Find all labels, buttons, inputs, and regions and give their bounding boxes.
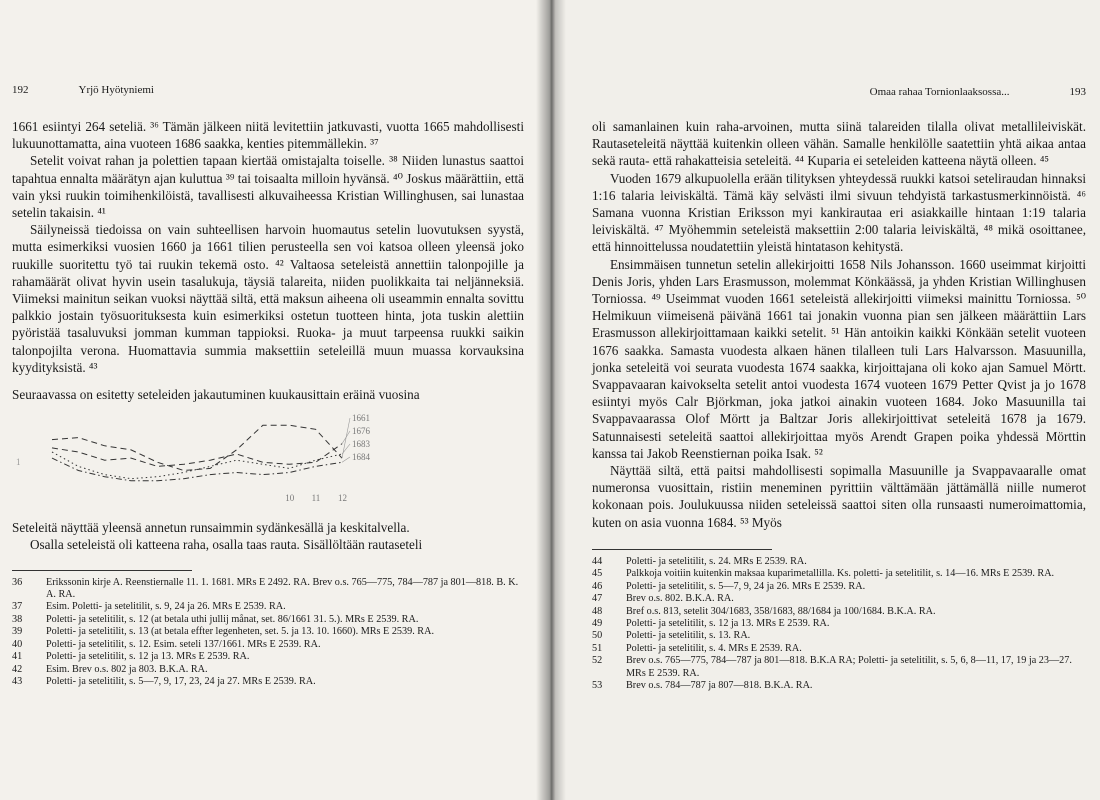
footnote (12, 577, 524, 602)
paragraph: Näyttää siltä, että paitsi mahdollisesti sopimalla Masuunille ja Svappavaaralle omat numeronsa vuosittain, ristiin meneminen pyrittiin välttämään jättämällä niille numerot kokonaan pois. Joulukuussa niiden seteleissä saattoi siten olla runsaasti numeroimattomia, kuten on asia vuonna 1684. ⁵³ Myös (592, 463, 1086, 530)
paragraph: Vuoden 1679 alkupuolella erään tilityksen yhteydessä ruukki katsoi seteliraudan hinnaksi 1:16 talaria leiviskältä. Tämä käy selvästi ilmi sivuun tehdyistä tarkastusmerkinnöistä. ⁴⁶ Samana vuonna Kristian Eriksson myi kankirautaa eri asiakkaille hintaan 1:19 talaria leiviskältä. ⁴⁷ Myöhemmin seteleistä maksettiin 2:00 talaria leiviskältä, ⁴⁸ mikä osoittanee, että hinnoittelussa noudatettiin yleistä hintatason kehitystä. (592, 170, 1086, 255)
series-line-1676 (52, 444, 342, 467)
legend-label: 1676 (352, 426, 370, 437)
left-running-head (12, 84, 524, 96)
footnote-number: 37 (12, 601, 23, 613)
footnote (592, 568, 1086, 580)
right-footnotes (592, 556, 1086, 692)
footnote (12, 614, 524, 626)
footnote (592, 606, 1086, 618)
footnote-number: 50 (592, 630, 603, 642)
footnote-text: Poletti- ja setelitilit, s. 13. RA. (626, 630, 751, 642)
footnote-text: Poletti- ja setelitilit, s. 24. MRs E 2539. RA. (626, 555, 807, 567)
footnote-number: 39 (12, 626, 23, 638)
footnote (592, 630, 1086, 642)
paragraph: 1661 esiintyi 264 seteliä. ³⁶ Tämän jälkeen niitä levitettiin jatkuvasti, vuotta 1665 mahdollisesti lukuunottamatta, aina vuoteen 1686 saakka, kenties pitemmällekin. ³⁷ (12, 119, 524, 152)
paragraph: Säilyneissä tiedoissa on vain suhteellisen harvoin huomautus setelin luovutuksen syystä, mutta esimerkiksi vuosien 1660 ja 1661 tilien perusteella sen voi katsoa olleen yleensä joko ruukille suoritettu työ tai ruukin tekemä osto. ⁴² Valtaosa seteleistä annettiin talonpojille ja rahamäärät olivat hyvin usein tasalukuja, täysiä talareita, niiden puolikkaita tai neljänneksiä. Viimeksi mainitun seikan vuoksi näyttää siltä, että maksun aiheena oli useammin ennalta sovittu palkkio jostain työsuorituksesta kuin esimerkiksi ostetun tuotteen hinta, jota tuskin alettiin pyöristää tasaluvuksi jomman kumman tappioksi. Ruoka- ja muut tarpeensa ruukki saikin talonpojilta verona. Huomattavia summia maksettiin seteleillä muun muassa korvauksina kyydityksistä. ⁴³ (12, 222, 524, 375)
paragraph: Ensimmäisen tunnetun setelin allekirjoitti 1658 Nils Johansson. 1660 useimmat kirjoitti Denis Joris, yhden Lars Erasmusson, molemmat Könkäässä, ja yhden Kristian Willinghusen Torniossa. ⁴⁹ Useimmat vuoden 1661 seteleistä allekirjoitti viimeksi mainittu Torniossa. ⁵⁰ Helmikuun viimeisenä päivänä 1661 tai jonakin vuonna pian sen jälkeen määrättiin Lars Erasmusson allekirjoittamaan kaikki setelit. ⁵¹ Hän antoikin kaikki Könkään setelit vuoteen 1676 saakka. Samasta vuodesta alkaen hänen tilalleen tuli Lars Halvarsson. Masuunilla, jonka seteleitä voi seurata vuodesta 1674 saakka, kirjoittajana oli koko ajan Samuel Mörtt. Svappavaaran kaivokselta setelit antoi vuodesta 1674 vuoteen 1679 Petter Qvist ja jo 1678 esiintyi myös Calr Björkman, joka jatkoi ainakin vuoteen 1684. Joko Masuunilla tai Svappavaarassa Olof Mörtt ja Baltzar Joris allekirjoittivat seteleitä 1678 ja 1679. Satunnaisesti seteleitä saattoi allekirjoittaa myös Arendt Grapen poika yhdessä Mörttin kanssa tai Jakob Reenstiernan poika Isak. ⁵² (592, 256, 1086, 461)
footnote-number: 51 (592, 642, 603, 654)
footnote-text: Erikssonin kirje A. Reenstiernalle 11. 1. 1681. MRs E 2492. RA. Brev o.s. 765—775, 784—787 ja 801—818. B. K. A. RA. (46, 576, 519, 601)
footnote-text: Brev o.s. 784—787 ja 807—818. B.K.A. RA. (626, 679, 813, 691)
page-number: 192 (12, 84, 29, 96)
footnote-text: Bref o.s. 813, setelit 304/1683, 358/1683, 88/1684 ja 100/1684. B.K.A. RA. (626, 605, 936, 617)
footnote-text: Esim. Brev o.s. 802 ja 803. B.K.A. RA. (46, 663, 208, 675)
right-body (592, 118, 1086, 531)
footnote-text: Esim. Poletti- ja setelitilit, s. 9, 24 ja 26. MRs E 2539. RA. (46, 601, 286, 613)
footnote-number: 36 (12, 576, 23, 588)
paragraph: Seuraavassa on esitetty seteleiden jakautuminen kuukausittain eräinä vuosina (12, 387, 420, 403)
footnote (12, 626, 524, 638)
legend-leader (342, 431, 350, 444)
footnote-number: 40 (12, 638, 23, 650)
x-tick-label: 12 (338, 493, 347, 504)
footnote (12, 651, 524, 663)
paragraph: oli samanlainen kuin raha-arvoinen, mutta siinä talareiden tilalla olivat metallileiviskät. Rautaseteleitä näyttää kuitenkin olleen vähän. Samalle henkilölle saatettiin yhtä aikaa antaa sekä rauta- että rahakatteisia seteleitä. ⁴⁴ Kupariа ei seteleiden katteena näytä olleen. ⁴⁵ (592, 119, 1086, 169)
footnote-number: 48 (592, 605, 603, 617)
footnote-number: 47 (592, 593, 603, 605)
legend-leader (342, 444, 350, 454)
footnote-number: 41 (12, 651, 23, 663)
paragraph: Setelit voivat rahan ja polettien tapaan kiertää omistajalta toiselle. ³⁸ Niiden lunastus saattoi tapahtua ennalta määrätyn ajan kuluttua ³⁹ tai toisaalta milloin hyvänsä. ⁴⁰ Joskus määrättiin, että vain yksi ruukin toimihenkilöistä, tavallisesti alkuvaiheessa Kristian Willinghusen, sai lunastaa setelin takaisin. ⁴¹ (12, 153, 524, 221)
footnote-text: Palkkoja voitiin kuitenkin maksaa kuparimetallilla. Ks. poletti- ja setelitilit, s. 14—16. MRs E 2539. RA. (626, 568, 1055, 580)
paragraph: Seteleitä näyttää yleensä annetun runsaimmin sydänkesällä ja keskitalvella. (12, 520, 410, 536)
footnote (592, 556, 1086, 568)
footnote-number: 38 (12, 613, 23, 625)
footnote-number: 43 (12, 675, 23, 687)
y-tick-label: 1 (16, 457, 21, 468)
left-footnotes (12, 577, 524, 689)
right-running-head (592, 86, 1086, 98)
footnote (12, 676, 524, 688)
footnote-text: Poletti- ja setelitilit, s. 4. MRs E 2539. RA. (626, 642, 802, 654)
footnote-number: 46 (592, 580, 603, 592)
legend-label: 1683 (352, 439, 370, 450)
footnote (592, 655, 1086, 680)
legend-leader (342, 457, 350, 462)
legend-label: 1684 (352, 452, 370, 463)
footnote-text: Brev o.s. 765—775, 784—787 ja 801—818. B.K.A RA; Poletti- ja setelitilit, s. 5, 6, 8—11, 17, 19 ja 23—27. MRs E 2539. RA. (626, 655, 1072, 679)
footnote-divider (12, 570, 192, 571)
footnote-number: 52 (592, 655, 603, 667)
footnote (592, 643, 1086, 655)
footnote-number: 53 (592, 679, 603, 691)
footnote (592, 593, 1086, 605)
chart-svg (12, 409, 492, 509)
footnote (592, 581, 1086, 593)
footnote (592, 680, 1086, 692)
footnote (12, 601, 524, 613)
footnote-text: Poletti- ja setelitilit, s. 13 (at betala effter legenheten, set. 5. ja 13. 10. 1660). MRs E 2539. RA. (46, 626, 434, 638)
footnote-divider (592, 549, 772, 550)
footnote-text: Poletti- ja setelitilit, s. 5—7, 9, 17, 23, 24 ja 27. MRs E 2539. RA. (46, 675, 316, 687)
running-title: Omaa rahaa Tornionlaaksossa... (869, 86, 1010, 98)
footnote-number: 44 (592, 555, 603, 567)
legend-label: 1661 (352, 413, 370, 424)
footnote-number: 42 (12, 663, 23, 675)
paragraph: Osalla seteleistä oli katteena raha, osalla taas rauta. Sisällöltään rautaseteli (30, 537, 423, 553)
footnote-text: Poletti- ja setelitilit, s. 5—7, 9, 24 ja 26. MRs E 2539. RA. (626, 580, 866, 592)
series-line-1683 (52, 452, 342, 479)
monthly-distribution-chart (12, 409, 492, 509)
footnote-text: Poletti- ja setelitilit, s. 12 (at betala uthi jullij månat, set. 86/1661 31. 5.). MRs E 2539. RA. (46, 613, 419, 625)
footnote-number: 49 (592, 617, 603, 629)
footnote (592, 618, 1086, 630)
footnote-text: Poletti- ja setelitilit, s. 12 ja 13. MRs E 2539. RA. (46, 651, 250, 663)
right-page (550, 0, 1100, 800)
page-number: 193 (1069, 86, 1086, 98)
footnote (12, 664, 524, 676)
footnote (12, 639, 524, 651)
running-title: Yrjö Hyötyniemi (78, 84, 154, 96)
left-body (12, 118, 524, 554)
footnote-text: Poletti- ja setelitilit, s. 12. Esim. seteli 137/1661. MRs E 2539. RA. (46, 638, 321, 650)
footnote-number: 45 (592, 568, 603, 580)
footnote-text: Poletti- ja setelitilit, s. 12 ja 13. MRs E 2539. RA. (626, 617, 830, 629)
x-tick-label: 11 (311, 493, 321, 504)
x-tick-label: 10 (285, 493, 295, 504)
footnote-text: Brev o.s. 802. B.K.A. RA. (626, 593, 734, 605)
